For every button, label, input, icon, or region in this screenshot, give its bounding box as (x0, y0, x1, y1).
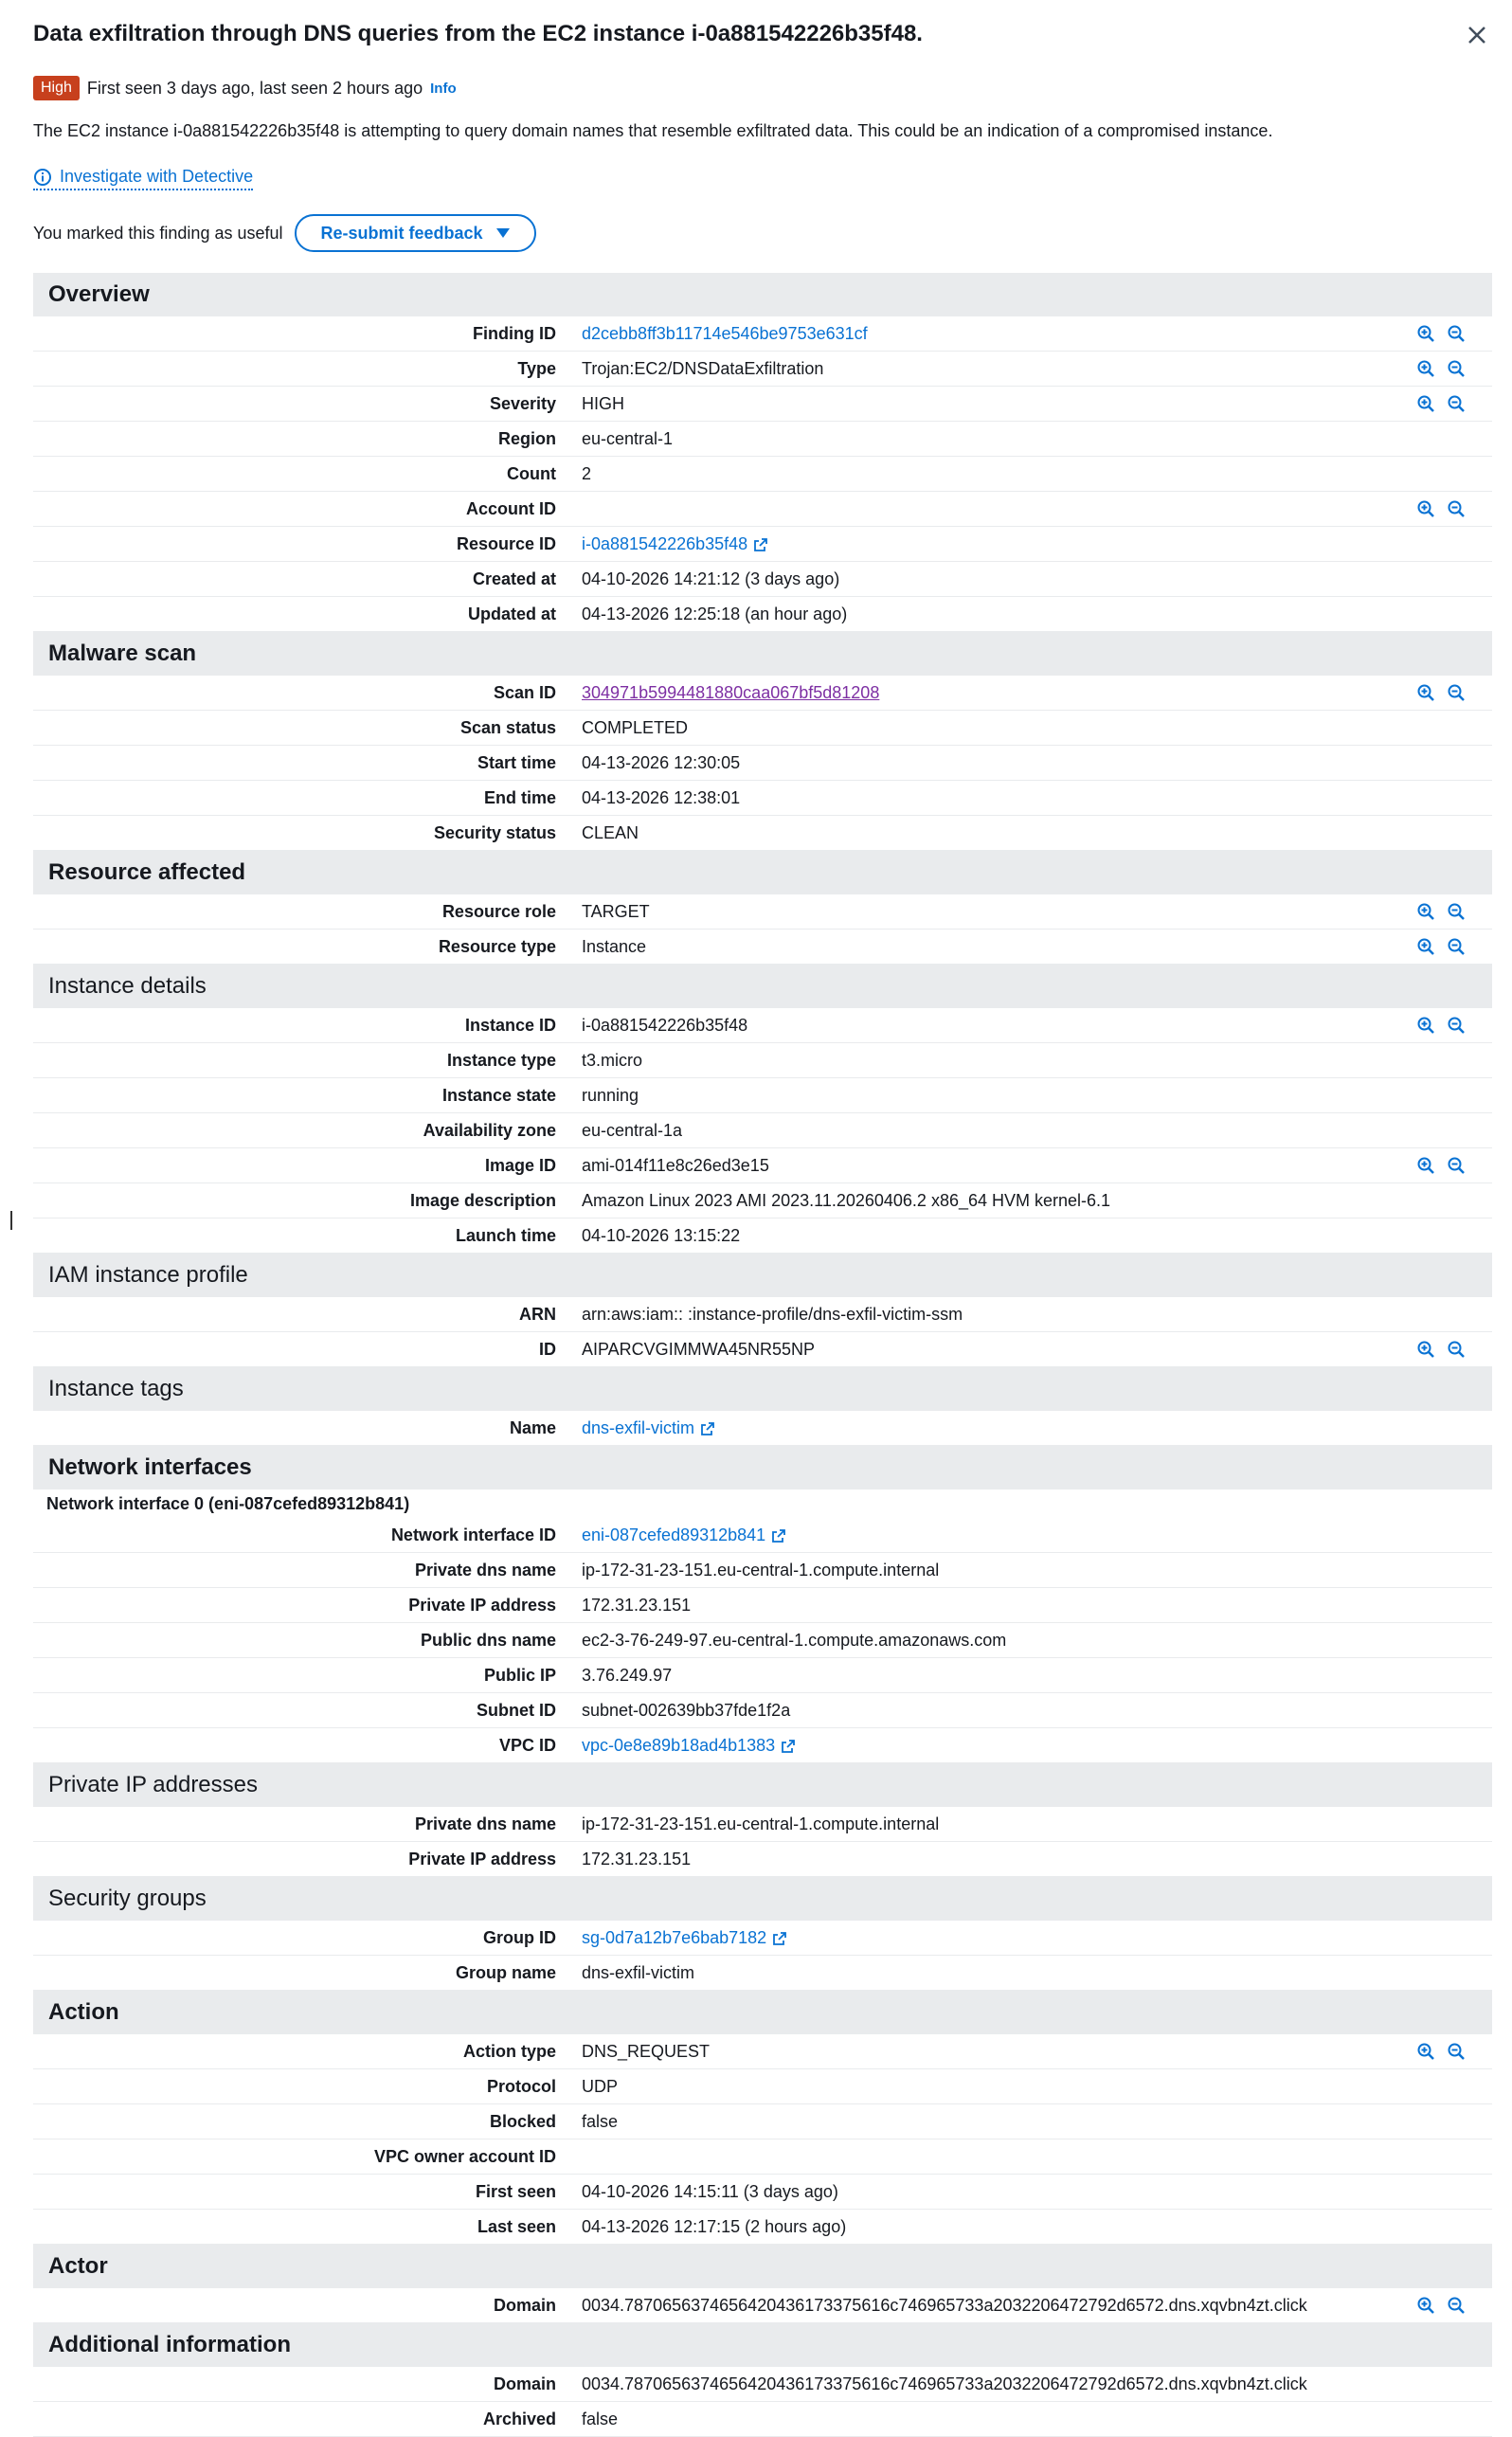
detail-value-text: Instance (582, 936, 647, 956)
detail-label: Start time (477, 752, 556, 772)
filter-out-icon[interactable] (1447, 394, 1466, 413)
filter-out-icon[interactable] (1447, 683, 1466, 702)
filter-actions (1416, 359, 1466, 378)
filter-actions (1416, 1016, 1466, 1035)
detail-value-text: running (582, 1085, 639, 1105)
detail-label: Name (509, 1417, 556, 1437)
detail-value (582, 2217, 846, 2237)
detail-row-severity (33, 387, 1492, 422)
detail-value-text: Amazon Linux 2023 AMI 2023.11.20260406.2 x86_64 HVM kernel-6.1 (582, 1190, 1111, 1210)
detail-value-text: Trojan:EC2/DNSDataExfiltration (582, 358, 824, 378)
detail-value-text[interactable]: 304971b5994481880caa067bf5d81208 (582, 682, 880, 702)
detail-label: Group name (455, 1962, 556, 1982)
detail-row-id (33, 1332, 1492, 1367)
detail-label: Resource ID (456, 533, 556, 553)
detail-value (582, 1814, 939, 1834)
detail-value (582, 605, 847, 624)
detail-row-name (33, 1411, 1492, 1446)
detail-value-text: UDP (582, 2076, 619, 2096)
detail-row-updated-at (33, 597, 1492, 632)
detail-label: Scan ID (493, 682, 556, 702)
detail-value (582, 1850, 691, 1869)
filter-actions (1416, 1156, 1466, 1175)
detail-value (582, 718, 688, 738)
detail-label: Image description (409, 1190, 556, 1210)
detail-row-image-id (33, 1148, 1492, 1183)
detail-label: Region (498, 428, 556, 448)
detail-row-private-ip-address (33, 1842, 1492, 1877)
detail-value-text: 04-13-2026 12:30:05 (582, 752, 741, 772)
filter-in-icon[interactable] (1416, 394, 1435, 413)
detail-row-blocked (33, 2104, 1492, 2139)
external-link-icon (781, 1739, 796, 1754)
detail-label: Instance state (441, 1085, 556, 1105)
detail-value[interactable] (582, 1525, 786, 1545)
filter-in-icon[interactable] (1416, 359, 1435, 378)
detail-row-image-description (33, 1183, 1492, 1218)
detail-row-vpc-id (33, 1728, 1492, 1763)
info-link[interactable]: Info (430, 80, 457, 97)
detail-row-domain (33, 2367, 1492, 2402)
section-header-private-ip-addresses: Private IP addresses (33, 1763, 1492, 1807)
detail-value-text: ip-172-31-23-151.eu-central-1.compute.internal (582, 1560, 940, 1580)
filter-in-icon[interactable] (1416, 2042, 1435, 2061)
detail-label: Subnet ID (477, 1700, 556, 1720)
detail-label: Blocked (489, 2111, 556, 2131)
investigate-link-label[interactable]: Investigate with Detective (60, 167, 254, 186)
detail-row-type (33, 352, 1492, 387)
caret-down-icon (496, 228, 510, 238)
filter-out-icon[interactable] (1447, 902, 1466, 921)
detail-label: Last seen (477, 2216, 556, 2236)
detail-value (582, 1086, 639, 1106)
detail-label: ID (539, 1339, 556, 1359)
filter-in-icon[interactable] (1416, 937, 1435, 956)
detail-label: Type (517, 358, 556, 378)
filter-actions (1416, 683, 1466, 702)
detail-row-created-at (33, 562, 1492, 597)
filter-in-icon[interactable] (1416, 683, 1435, 702)
section-header-actor: Actor (33, 2245, 1492, 2288)
finding-details (33, 273, 1492, 2437)
detail-label: Archived (482, 2409, 556, 2428)
detail-value-text: 172.31.23.151 (582, 1849, 692, 1868)
detail-row-public-ip (33, 1658, 1492, 1693)
detail-row-public-dns-name (33, 1623, 1492, 1658)
detail-value-text: arn:aws:iam:: :instance-profile/dns-exfil-victim-ssm (582, 1304, 963, 1324)
section-header-iam-instance-profile: IAM instance profile (33, 1254, 1492, 1297)
detail-row-security-status (33, 816, 1492, 851)
detail-value (582, 2182, 838, 2202)
detail-value-text: 04-13-2026 12:17:15 (2 hours ago) (582, 2216, 847, 2236)
network-interface-subtitle: Network interface 0 (eni-087cefed89312b841) (46, 1493, 410, 1513)
detail-value-text: i-0a881542226b35f48 (582, 1015, 748, 1035)
finding-title: Data exfiltration through DNS queries from the EC2 instance i-0a881542226b35f48. (33, 21, 923, 46)
filter-actions (1416, 937, 1466, 956)
detail-row-end-time (33, 781, 1492, 816)
detail-value-text: 2 (582, 463, 592, 483)
section-header-action: Action (33, 1991, 1492, 2034)
filter-in-icon[interactable] (1416, 1340, 1435, 1359)
detail-value-text: subnet-002639bb37fde1f2a (582, 1700, 791, 1720)
detail-label: Created at (472, 569, 556, 588)
detail-label: Account ID (465, 498, 556, 518)
detail-value-text: false (582, 2409, 619, 2428)
detail-value-text[interactable]: sg-0d7a12b7e6bab7182 (582, 1927, 767, 1947)
detail-label: Launch time (455, 1225, 556, 1245)
detail-value (582, 2410, 618, 2429)
detail-label: Private IP address (408, 1849, 556, 1868)
filter-out-icon[interactable] (1447, 937, 1466, 956)
detail-row-launch-time (33, 1218, 1492, 1254)
external-link-icon (753, 537, 768, 552)
finding-meta (33, 74, 457, 102)
section-header-additional-information: Additional information (33, 2323, 1492, 2367)
detail-label: Public dns name (420, 1630, 556, 1650)
resubmit-feedback-button[interactable] (295, 214, 536, 252)
detail-label: Resource role (441, 901, 556, 921)
feedback-text: You marked this finding as useful (33, 223, 283, 243)
detail-row-resource-type (33, 930, 1492, 965)
detail-value-text: 04-10-2026 13:15:22 (582, 1225, 741, 1245)
filter-in-icon[interactable] (1416, 1156, 1435, 1175)
detail-value[interactable] (582, 1928, 787, 1948)
filter-out-icon[interactable] (1447, 324, 1466, 343)
detail-value (582, 429, 673, 449)
detail-label: VPC ID (498, 1735, 556, 1755)
detail-row-arn (33, 1297, 1492, 1332)
detail-value-text: 04-13-2026 12:25:18 (an hour ago) (582, 604, 848, 623)
detail-label: Private dns name (414, 1814, 556, 1833)
filter-out-icon[interactable] (1447, 1016, 1466, 1035)
section-header-security-groups: Security groups (33, 1877, 1492, 1921)
detail-value-text: TARGET (582, 901, 650, 921)
detail-label: Availability zone (423, 1120, 556, 1140)
filter-actions (1416, 2296, 1466, 2315)
detail-row-domain (33, 2288, 1492, 2323)
detail-label: Image ID (484, 1155, 556, 1175)
detail-value[interactable] (582, 683, 879, 703)
detail-label: Action type (462, 2041, 556, 2061)
detail-value (582, 569, 839, 589)
filter-out-icon[interactable] (1447, 1156, 1466, 1175)
section-header-network-interfaces: Network interfaces (33, 1446, 1492, 1489)
filter-out-icon[interactable] (1447, 499, 1466, 518)
detail-row-scan-id (33, 676, 1492, 711)
detail-row-last-seen (33, 2210, 1492, 2245)
detail-row-account-id (33, 492, 1492, 527)
detail-value-text[interactable]: eni-087cefed89312b841 (582, 1525, 766, 1544)
filter-actions (1416, 324, 1466, 343)
detail-value (582, 753, 740, 773)
detail-label: Domain (493, 2295, 556, 2315)
filter-out-icon[interactable] (1447, 359, 1466, 378)
detail-label: ARN (519, 1304, 556, 1324)
detail-label: Private IP address (408, 1595, 556, 1615)
filter-in-icon[interactable] (1416, 902, 1435, 921)
filter-out-icon[interactable] (1447, 1340, 1466, 1359)
text-cursor (10, 1211, 12, 1230)
investigate-link[interactable] (33, 167, 253, 190)
detail-label: Security status (433, 822, 556, 842)
detail-value-text: 172.31.23.151 (582, 1595, 692, 1615)
detail-row-instance-id (33, 1008, 1492, 1043)
detail-label: Updated at (467, 604, 556, 623)
detail-value[interactable] (582, 1736, 796, 1756)
detail-row-archived (33, 2402, 1492, 2437)
detail-value (582, 1051, 642, 1071)
filter-actions (1416, 394, 1466, 413)
detail-value-text: 0034.7870656374656420436173375616c746965733a2032206472792d6572.dns.xqvbn4zt.click (582, 2295, 1307, 2315)
detail-value (582, 2077, 618, 2097)
detail-value (582, 2112, 618, 2132)
detail-row-subnet-id (33, 1693, 1492, 1728)
detail-value-text: 04-13-2026 12:38:01 (582, 787, 741, 807)
detail-value-text: HIGH (582, 393, 624, 413)
finding-description: The EC2 instance i-0a881542226b35f48 is attempting to query domain names that resemble exfiltrated data. This could be an indication of a compromised instance. (33, 121, 1273, 140)
detail-row-scan-status (33, 711, 1492, 746)
detail-row-private-dns-name (33, 1807, 1492, 1842)
filter-in-icon[interactable] (1416, 324, 1435, 343)
filter-out-icon[interactable] (1447, 2296, 1466, 2315)
filter-in-icon[interactable] (1416, 1016, 1435, 1035)
filter-actions (1416, 2042, 1466, 2061)
detail-value (582, 1226, 740, 1246)
detail-value (582, 1156, 769, 1176)
detail-label: Network interface ID (390, 1525, 556, 1544)
detail-value (582, 1596, 691, 1616)
detail-value-text: COMPLETED (582, 717, 689, 737)
detail-label: Domain (493, 2374, 556, 2393)
detail-value (582, 2374, 1307, 2394)
detail-value-text[interactable]: dns-exfil-victim (582, 1417, 695, 1437)
section-header-resource-affected: Resource affected (33, 851, 1492, 894)
detail-value[interactable] (582, 324, 868, 344)
detail-value (582, 2042, 710, 2062)
detail-value (582, 1963, 694, 1983)
seen-text: First seen 3 days ago, last seen 2 hours ago (86, 78, 423, 98)
detail-row-action-type (33, 2034, 1492, 2069)
external-link-icon (772, 1931, 787, 1946)
detail-label: Severity (489, 393, 556, 413)
detail-row-protocol (33, 2069, 1492, 2104)
detail-value[interactable] (582, 1418, 715, 1438)
section-header-overview: Overview (33, 273, 1492, 316)
detail-label: First seen (475, 2181, 556, 2201)
external-link-icon (771, 1528, 786, 1543)
detail-value[interactable] (582, 534, 768, 554)
filter-in-icon[interactable] (1416, 499, 1435, 518)
detail-label: Group ID (483, 1927, 556, 1947)
detail-value-text[interactable]: vpc-0e8e89b18ad4b1383 (582, 1735, 776, 1755)
section-header-malware-scan: Malware scan (33, 632, 1492, 676)
severity-badge: High (33, 76, 80, 100)
detail-row-count (33, 457, 1492, 492)
detail-value (582, 902, 650, 922)
section-header-instance-tags: Instance tags (33, 1367, 1492, 1411)
detail-row-group-name (33, 1956, 1492, 1991)
detail-row-group-id (33, 1921, 1492, 1956)
detail-value (582, 1016, 747, 1036)
close-icon[interactable] (1463, 21, 1491, 49)
detail-value (582, 1121, 682, 1141)
feedback-row (33, 214, 536, 252)
detail-value-text[interactable]: i-0a881542226b35f48 (582, 533, 748, 553)
detail-value-text: 04-10-2026 14:21:12 (3 days ago) (582, 569, 840, 588)
detail-value-text: 04-10-2026 14:15:11 (3 days ago) (582, 2181, 838, 2201)
detail-label: Count (507, 463, 556, 483)
detail-value (582, 1701, 790, 1721)
detail-value (582, 1191, 1110, 1211)
section-header-instance-details: Instance details (33, 965, 1492, 1008)
detail-value-text: eu-central-1 (582, 428, 674, 448)
detail-row-private-ip-address (33, 1588, 1492, 1623)
detail-label: Public IP (483, 1665, 556, 1685)
detail-value-text[interactable]: d2cebb8ff3b11714e546be9753e631cf (582, 323, 868, 343)
detail-value-text: 0034.7870656374656420436173375616c746965733a2032206472792d6572.dns.xqvbn4zt.click (582, 2374, 1307, 2393)
detail-row-instance-type (33, 1043, 1492, 1078)
detail-label: Protocol (486, 2076, 556, 2096)
detail-row-instance-state (33, 1078, 1492, 1113)
detail-value-text: CLEAN (582, 822, 639, 842)
detail-value-text: dns-exfil-victim (582, 1962, 695, 1982)
detail-row-private-dns-name (33, 1553, 1492, 1588)
detail-value (582, 788, 740, 808)
detail-row-resource-role (33, 894, 1492, 930)
external-link-icon (700, 1421, 715, 1436)
detail-value-text: ami-014f11e8c26ed3e15 (582, 1155, 769, 1175)
detail-label: Resource type (438, 936, 556, 956)
detail-row-availability-zone (33, 1113, 1492, 1148)
detail-value-text: false (582, 2111, 619, 2131)
detail-value (582, 1666, 672, 1686)
filter-out-icon[interactable] (1447, 2042, 1466, 2061)
detail-row-first-seen (33, 2175, 1492, 2210)
filter-actions (1416, 499, 1466, 518)
detail-row-region (33, 422, 1492, 457)
detail-row-finding-id (33, 316, 1492, 352)
detail-value (582, 1305, 963, 1325)
detail-label: Instance type (446, 1050, 556, 1070)
detail-value-text: ip-172-31-23-151.eu-central-1.compute.internal (582, 1814, 940, 1833)
filter-in-icon[interactable] (1416, 2296, 1435, 2315)
detail-value (582, 823, 639, 843)
resubmit-feedback-label: Re-submit feedback (320, 223, 483, 243)
detail-value-text: 3.76.249.97 (582, 1665, 673, 1685)
detail-row-vpc-owner-account-id (33, 2139, 1492, 2175)
detail-value-text: DNS_REQUEST (582, 2041, 711, 2061)
detail-label: VPC owner account ID (373, 2146, 556, 2166)
detail-value-text: t3.micro (582, 1050, 643, 1070)
detail-row-resource-id (33, 527, 1492, 562)
detail-label: Scan status (459, 717, 556, 737)
detail-value (582, 359, 823, 379)
detail-value (582, 2296, 1307, 2316)
filter-actions (1416, 1340, 1466, 1359)
detail-label: Private dns name (414, 1560, 556, 1580)
detail-value (582, 1340, 815, 1360)
detail-row-network-interface-id (33, 1518, 1492, 1553)
detail-value-text: ec2-3-76-249-97.eu-central-1.compute.amazonaws.com (582, 1630, 1007, 1650)
detail-value (582, 394, 624, 414)
detail-value-text: eu-central-1a (582, 1120, 683, 1140)
detail-row-start-time (33, 746, 1492, 781)
detail-label: End time (483, 787, 556, 807)
detail-value (582, 1631, 1006, 1651)
detail-value-text: AIPARCVGIMMWA45NR55NP (582, 1339, 816, 1359)
filter-actions (1416, 902, 1466, 921)
detail-value (582, 1561, 939, 1580)
detail-label: Instance ID (464, 1015, 556, 1035)
info-circle-icon (33, 168, 52, 187)
detail-label: Finding ID (473, 323, 556, 343)
detail-value (582, 937, 646, 957)
detail-value (582, 464, 591, 484)
